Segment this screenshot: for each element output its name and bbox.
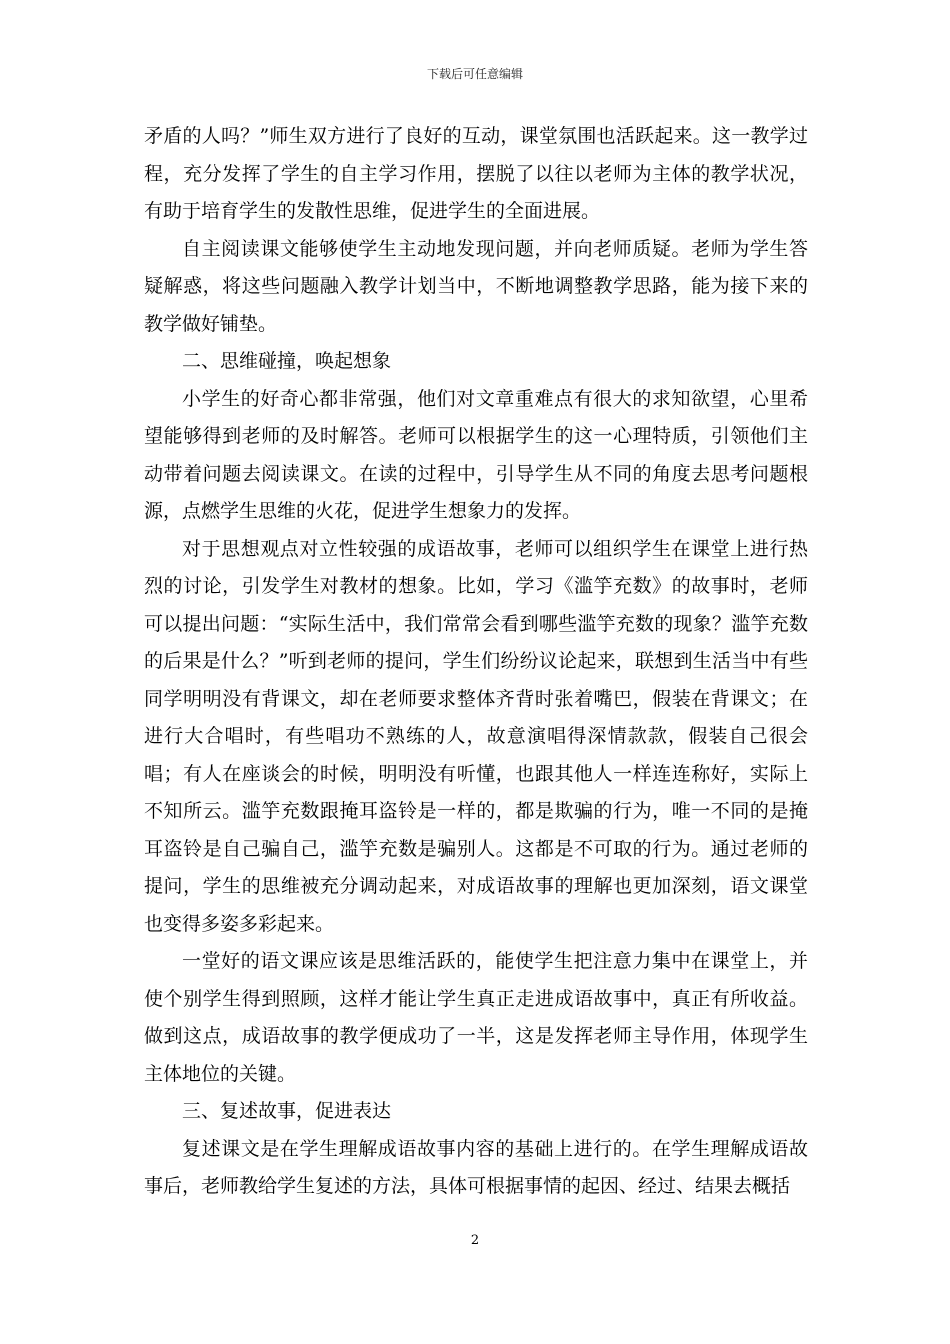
page-number: 2	[470, 1233, 480, 1248]
paragraph-6: 复述课文是在学生理解成语故事内容的基础上进行的。在学生理解成语故事后，老师教给学生复述的方法，具体可根据事情的起因、经过、结果去概括	[144, 1137, 808, 1197]
section-heading-2: 二、思维碰撞，唤起想象	[182, 350, 392, 372]
paragraph-4: 对于思想观点对立性较强的成语故事，老师可以组织学生在课堂上进行热烈的讨论，引发学生对教材的想象。比如，学习《滥竽充数》的故事时，老师可以提出问题：“实际生活中，我们常常会看到哪些滥竽充数的现象？滥竽充数的后果是什么？”听到老师的提问，学生们纷纷议论起来，联想到生活当中有些同学明明没有背课文，却在老师要求整体齐背时张着嘴巴，假装在背课文；在进行大合唱时，有些唱功不熟练的人，故意演唱得深情款款，假装自己很会唱；有人在座谈会的时候，明明没有听懂，也跟其他人一样连连称好，实际上不知所云。滥竽充数跟掩耳盗铃是一样的，都是欺骗的行为，唯一不同的是掩耳盗铃是自己骗自己，滥竽充数是骗别人。这都是不可取的行为。通过老师的提问，学生的思维被充分调动起来，对成语故事的理解也更加深刻，语文课堂也变得多姿多彩起来。	[144, 537, 808, 935]
page-header: 下载后可任意编辑	[426, 67, 523, 81]
paragraph-1: 矛盾的人吗？”师生双方进行了良好的互动，课堂氛围也活跃起来。这一教学过程，充分发挥了学生的自主学习作用，摆脱了以往以老师为主体的教学状况，有助于培育学生的发散性思维，促进学生的全面进展。	[144, 125, 808, 222]
paragraph-3: 小学生的好奇心都非常强，他们对文章重难点有很大的求知欲望，心里希望能够得到老师的及时解答。老师可以根据学生的这一心理特质，引领他们主动带着问题去阅读课文。在读的过程中，引导学生从不同的角度去思考问题根源，点燃学生思维的火花，促进学生想象力的发挥。	[144, 387, 808, 522]
paragraph-5: 一堂好的语文课应该是思维活跃的，能使学生把注意力集中在课堂上，并使个别学生得到照顾，这样才能让学生真正走进成语故事中，真正有所收益。做到这点，成语故事的教学便成功了一半，这是发挥老师主导作用，体现学生主体地位的关键。	[144, 950, 808, 1085]
paragraph-2: 自主阅读课文能够使学生主动地发现问题，并向老师质疑。老师为学生答疑解惑，将这些问题融入教学计划当中，不断地调整教学思路，能为接下来的教学做好铺垫。	[144, 237, 808, 335]
section-heading-3: 三、复述故事，促进表达	[182, 1100, 392, 1122]
document-body	[144, 118, 808, 1206]
